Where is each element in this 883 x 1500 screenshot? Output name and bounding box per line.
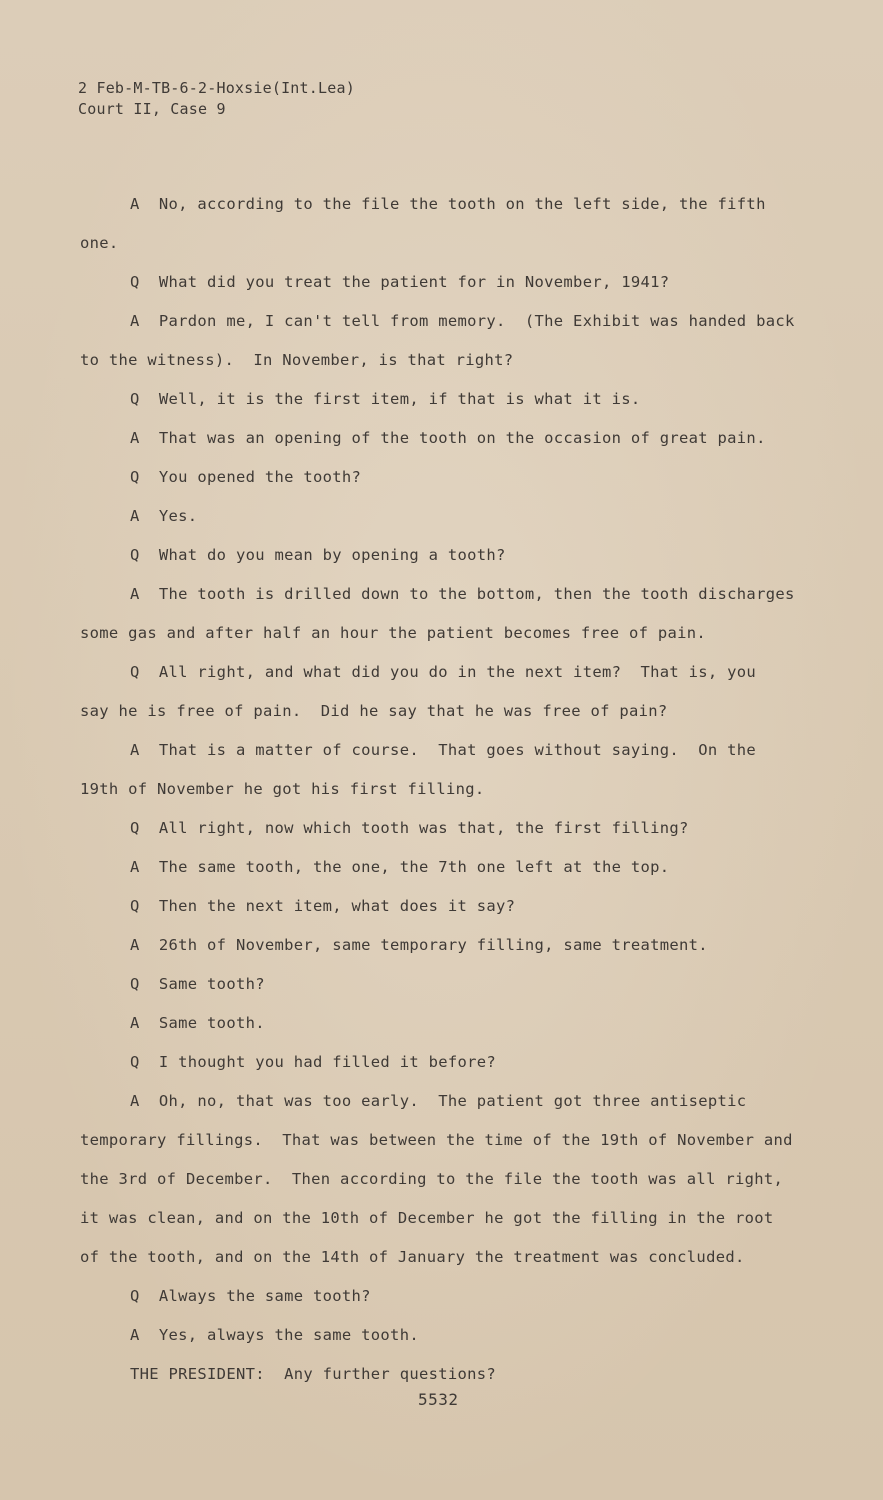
transcript-line-start: A That was an opening of the tooth on the occasion of great pain. xyxy=(130,429,766,447)
transcript-line-start: Q Well, it is the first item, if that is what it is. xyxy=(130,390,641,408)
header-reference: 2 Feb-M-TB-6-2-Hoxsie(Int.Lea) xyxy=(78,79,355,97)
transcript-line-start: A The same tooth, the one, the 7th one left at the top. xyxy=(130,858,670,876)
transcript-line-continuation: it was clean, and on the 10th of December he got the filling in the root xyxy=(80,1209,774,1227)
transcript-line-start: Q I thought you had filled it before? xyxy=(130,1053,497,1071)
transcript-line-start: Q What do you mean by opening a tooth? xyxy=(130,546,506,564)
transcript-line-continuation: some gas and after half an hour the patient becomes free of pain. xyxy=(80,624,707,642)
transcript-line-start: A Yes, always the same tooth. xyxy=(130,1326,419,1344)
transcript-line-start: A Same tooth. xyxy=(130,1014,265,1032)
transcript-line-continuation: to the witness). In November, is that right? xyxy=(80,351,514,369)
transcript-line-start: A That is a matter of course. That goes without saying. On the xyxy=(130,741,757,759)
transcript-line-start: Q Same tooth? xyxy=(130,975,265,993)
header-court-case: Court II, Case 9 xyxy=(78,100,226,118)
transcript-line-continuation: say he is free of pain. Did he say that he was free of pain? xyxy=(80,702,668,720)
transcript-line-start: Q All right, and what did you do in the next item? That is, you xyxy=(130,663,757,681)
transcript-line-continuation: of the tooth, and on the 14th of January the treatment was concluded. xyxy=(80,1248,745,1266)
document-header xyxy=(78,78,355,120)
transcript-line-start: THE PRESIDENT: Any further questions? xyxy=(130,1365,497,1383)
transcript-line-start: A The tooth is drilled down to the bottom, then the tooth discharges xyxy=(130,585,795,603)
transcript-line-continuation: temporary fillings. That was between the time of the 19th of November and xyxy=(80,1131,793,1149)
transcript-line-continuation: the 3rd of December. Then according to the file the tooth was all right, xyxy=(80,1170,784,1188)
transcript-line-start: Q What did you treat the patient for in November, 1941? xyxy=(130,273,670,291)
transcript-line-start: A 26th of November, same temporary filling, same treatment. xyxy=(130,936,708,954)
transcript-line-continuation: 19th of November he got his first filling. xyxy=(80,780,485,798)
transcript-line-start: A Oh, no, that was too early. The patient got three antiseptic xyxy=(130,1092,747,1110)
transcript-line-continuation: one. xyxy=(80,234,119,252)
transcript-line-start: Q All right, now which tooth was that, the first filling? xyxy=(130,819,689,837)
transcript-line-start: A Pardon me, I can't tell from memory. (The Exhibit was handed back xyxy=(130,312,795,330)
page-number: 5532 xyxy=(418,1390,459,1409)
transcript-line-start: A No, according to the file the tooth on the left side, the fifth xyxy=(130,195,766,213)
transcript-line-start: Q Always the same tooth? xyxy=(130,1287,371,1305)
transcript-line-start: A Yes. xyxy=(130,507,198,525)
transcript-body xyxy=(80,185,800,1394)
transcript-line-start: Q Then the next item, what does it say? xyxy=(130,897,516,915)
transcript-line-start: Q You opened the tooth? xyxy=(130,468,362,486)
